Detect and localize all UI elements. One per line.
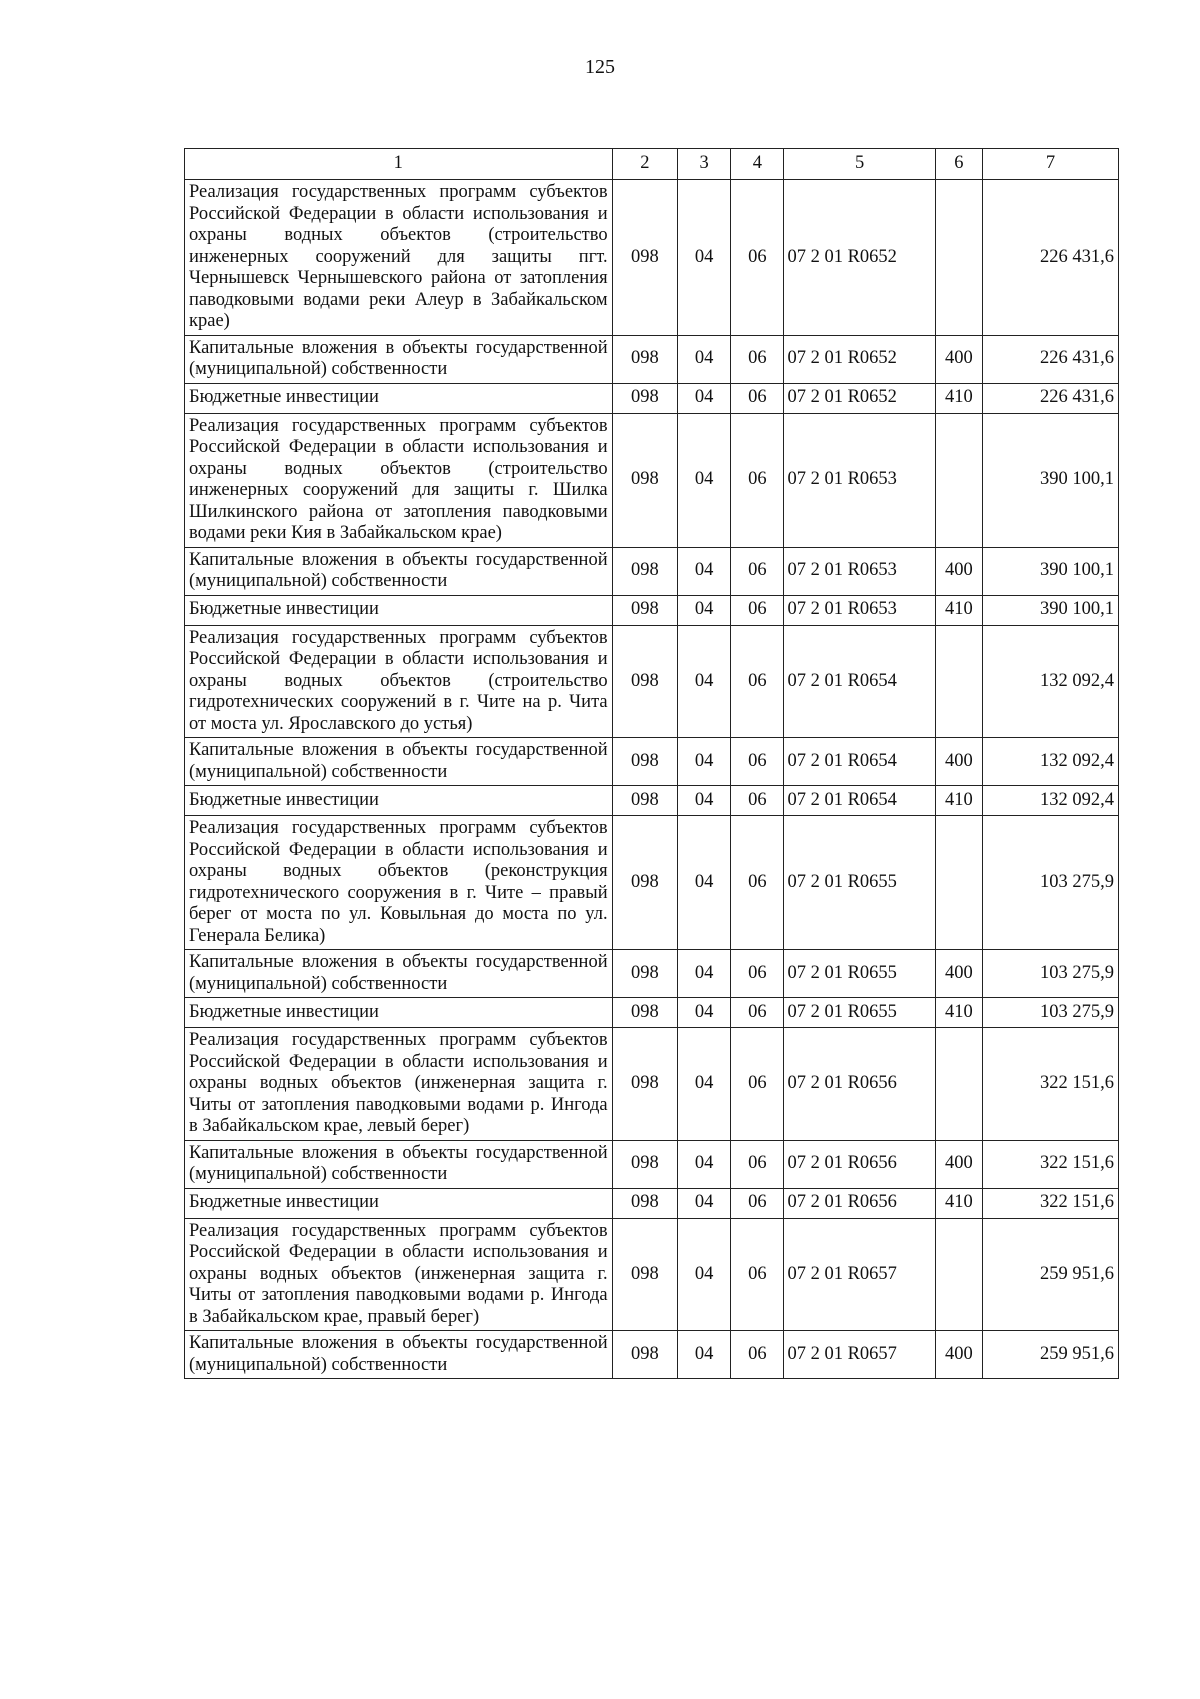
table-header-row	[185, 149, 1119, 180]
table-row	[185, 335, 1119, 383]
row-name: Реализация государственных программ субъектов Российской Федерации в области использования и охраны водных объектов (строительство гидротехнических сооружений в г. Чите на р. Чита от моста ул. Ярославского до устья)	[185, 625, 613, 738]
row-expense-type: 400	[935, 335, 982, 383]
column-header: 5	[784, 149, 935, 180]
row-section-code: 04	[678, 595, 731, 625]
row-target-article: 07 2 01 R0656	[784, 1188, 935, 1218]
table-row	[185, 1331, 1119, 1379]
row-expense-type: 400	[935, 950, 982, 998]
row-subsection-code: 06	[731, 335, 784, 383]
row-target-article: 07 2 01 R0655	[784, 950, 935, 998]
row-name: Реализация государственных программ субъектов Российской Федерации в области использования и охраны водных объектов (инженерная защита г. Читы от затопления паводковыми водами р. Ингода в Забайкальском крае, левый берег)	[185, 1028, 613, 1141]
row-amount: 322 151,6	[982, 1028, 1118, 1141]
column-header: 1	[185, 149, 613, 180]
row-name: Бюджетные инвестиции	[185, 1188, 613, 1218]
row-section-code: 04	[678, 950, 731, 998]
row-ministry-code: 098	[612, 998, 677, 1028]
row-section-code: 04	[678, 786, 731, 816]
table-row	[185, 1028, 1119, 1141]
table-row	[185, 1188, 1119, 1218]
row-ministry-code: 098	[612, 547, 677, 595]
row-target-article: 07 2 01 R0655	[784, 816, 935, 950]
row-name: Капитальные вложения в объекты государственной (муниципальной) собственности	[185, 738, 613, 786]
row-amount: 322 151,6	[982, 1140, 1118, 1188]
table-row	[185, 547, 1119, 595]
table-row	[185, 625, 1119, 738]
row-section-code: 04	[678, 335, 731, 383]
row-expense-type	[935, 1028, 982, 1141]
row-subsection-code: 06	[731, 786, 784, 816]
row-expense-type: 410	[935, 383, 982, 413]
row-target-article: 07 2 01 R0656	[784, 1028, 935, 1141]
row-ministry-code: 098	[612, 1331, 677, 1379]
row-subsection-code: 06	[731, 998, 784, 1028]
row-ministry-code: 098	[612, 738, 677, 786]
table-row	[185, 595, 1119, 625]
row-expense-type: 410	[935, 1188, 982, 1218]
row-ministry-code: 098	[612, 1188, 677, 1218]
row-amount: 103 275,9	[982, 950, 1118, 998]
row-name: Бюджетные инвестиции	[185, 998, 613, 1028]
row-amount: 103 275,9	[982, 816, 1118, 950]
row-name: Капитальные вложения в объекты государственной (муниципальной) собственности	[185, 335, 613, 383]
column-header: 2	[612, 149, 677, 180]
table-row	[185, 786, 1119, 816]
row-section-code: 04	[678, 1140, 731, 1188]
row-subsection-code: 06	[731, 180, 784, 336]
row-expense-type	[935, 625, 982, 738]
table-body	[185, 180, 1119, 1379]
row-target-article: 07 2 01 R0654	[784, 625, 935, 738]
row-ministry-code: 098	[612, 950, 677, 998]
row-ministry-code: 098	[612, 816, 677, 950]
row-ministry-code: 098	[612, 383, 677, 413]
row-subsection-code: 06	[731, 738, 784, 786]
row-amount: 132 092,4	[982, 786, 1118, 816]
row-section-code: 04	[678, 998, 731, 1028]
row-target-article: 07 2 01 R0652	[784, 335, 935, 383]
row-amount: 226 431,6	[982, 180, 1118, 336]
row-name: Капитальные вложения в объекты государственной (муниципальной) собственности	[185, 1140, 613, 1188]
row-subsection-code: 06	[731, 625, 784, 738]
row-name: Капитальные вложения в объекты государственной (муниципальной) собственности	[185, 547, 613, 595]
row-target-article: 07 2 01 R0652	[784, 383, 935, 413]
column-header: 3	[678, 149, 731, 180]
row-subsection-code: 06	[731, 816, 784, 950]
row-section-code: 04	[678, 1028, 731, 1141]
row-target-article: 07 2 01 R0653	[784, 413, 935, 547]
row-amount: 390 100,1	[982, 413, 1118, 547]
row-subsection-code: 06	[731, 383, 784, 413]
table-row	[185, 383, 1119, 413]
row-target-article: 07 2 01 R0653	[784, 595, 935, 625]
row-section-code: 04	[678, 1218, 731, 1331]
row-ministry-code: 098	[612, 1028, 677, 1141]
row-expense-type	[935, 816, 982, 950]
row-section-code: 04	[678, 547, 731, 595]
page-number: 125	[585, 56, 615, 78]
table-row	[185, 816, 1119, 950]
row-subsection-code: 06	[731, 1028, 784, 1141]
row-section-code: 04	[678, 413, 731, 547]
row-expense-type: 410	[935, 595, 982, 625]
row-target-article: 07 2 01 R0653	[784, 547, 935, 595]
table-row	[185, 180, 1119, 336]
row-target-article: 07 2 01 R0657	[784, 1218, 935, 1331]
row-name: Бюджетные инвестиции	[185, 383, 613, 413]
row-name: Реализация государственных программ субъектов Российской Федерации в области использования и охраны водных объектов (реконструкция гидротехнического сооружения в г. Чите – правый берег от моста по ул. Ковыльная до моста по ул. Генерала Белика)	[185, 816, 613, 950]
row-expense-type	[935, 413, 982, 547]
row-name: Реализация государственных программ субъектов Российской Федерации в области использования и охраны водных объектов (инженерная защита г. Читы от затопления паводковыми водами р. Ингода в Забайкальском крае, правый берег)	[185, 1218, 613, 1331]
row-expense-type: 400	[935, 738, 982, 786]
table-row	[185, 950, 1119, 998]
row-section-code: 04	[678, 1331, 731, 1379]
row-ministry-code: 098	[612, 1140, 677, 1188]
row-expense-type: 410	[935, 786, 982, 816]
row-target-article: 07 2 01 R0657	[784, 1331, 935, 1379]
row-target-article: 07 2 01 R0654	[784, 786, 935, 816]
row-ministry-code: 098	[612, 180, 677, 336]
row-section-code: 04	[678, 180, 731, 336]
row-section-code: 04	[678, 1188, 731, 1218]
row-ministry-code: 098	[612, 786, 677, 816]
row-expense-type: 400	[935, 547, 982, 595]
row-ministry-code: 098	[612, 413, 677, 547]
row-amount: 103 275,9	[982, 998, 1118, 1028]
row-subsection-code: 06	[731, 1331, 784, 1379]
column-header: 7	[982, 149, 1118, 180]
column-header: 6	[935, 149, 982, 180]
row-subsection-code: 06	[731, 547, 784, 595]
row-name: Реализация государственных программ субъектов Российской Федерации в области использования и охраны водных объектов (строительство инженерных сооружений для защиты пгт. Чернышевск Чернышевского района от затопления паводковыми водами реки Алеур в Забайкальском крае)	[185, 180, 613, 336]
table-row	[185, 998, 1119, 1028]
table-row	[185, 738, 1119, 786]
row-section-code: 04	[678, 738, 731, 786]
row-amount: 259 951,6	[982, 1218, 1118, 1331]
row-name: Капитальные вложения в объекты государственной (муниципальной) собственности	[185, 1331, 613, 1379]
row-subsection-code: 06	[731, 413, 784, 547]
row-ministry-code: 098	[612, 1218, 677, 1331]
row-name: Бюджетные инвестиции	[185, 786, 613, 816]
row-target-article: 07 2 01 R0652	[784, 180, 935, 336]
row-section-code: 04	[678, 625, 731, 738]
row-amount: 226 431,6	[982, 383, 1118, 413]
row-ministry-code: 098	[612, 595, 677, 625]
row-amount: 390 100,1	[982, 595, 1118, 625]
row-subsection-code: 06	[731, 950, 784, 998]
row-subsection-code: 06	[731, 1140, 784, 1188]
column-header: 4	[731, 149, 784, 180]
row-amount: 259 951,6	[982, 1331, 1118, 1379]
row-name: Бюджетные инвестиции	[185, 595, 613, 625]
row-expense-type	[935, 180, 982, 336]
row-amount: 132 092,4	[982, 738, 1118, 786]
row-target-article: 07 2 01 R0656	[784, 1140, 935, 1188]
row-expense-type	[935, 1218, 982, 1331]
row-target-article: 07 2 01 R0655	[784, 998, 935, 1028]
row-expense-type: 410	[935, 998, 982, 1028]
row-section-code: 04	[678, 816, 731, 950]
row-expense-type: 400	[935, 1331, 982, 1379]
budget-table	[184, 148, 1119, 1379]
row-name: Реализация государственных программ субъектов Российской Федерации в области использования и охраны водных объектов (строительство инженерных сооружений для защиты г. Шилка Шилкинского района от затопления паводковыми водами реки Кия в Забайкальском крае)	[185, 413, 613, 547]
table-row	[185, 1140, 1119, 1188]
table-row	[185, 1218, 1119, 1331]
row-subsection-code: 06	[731, 1218, 784, 1331]
row-ministry-code: 098	[612, 625, 677, 738]
row-amount: 132 092,4	[982, 625, 1118, 738]
table-row	[185, 413, 1119, 547]
row-target-article: 07 2 01 R0654	[784, 738, 935, 786]
row-amount: 390 100,1	[982, 547, 1118, 595]
row-section-code: 04	[678, 383, 731, 413]
row-name: Капитальные вложения в объекты государственной (муниципальной) собственности	[185, 950, 613, 998]
row-amount: 322 151,6	[982, 1188, 1118, 1218]
row-subsection-code: 06	[731, 595, 784, 625]
row-expense-type: 400	[935, 1140, 982, 1188]
row-subsection-code: 06	[731, 1188, 784, 1218]
row-ministry-code: 098	[612, 335, 677, 383]
row-amount: 226 431,6	[982, 335, 1118, 383]
